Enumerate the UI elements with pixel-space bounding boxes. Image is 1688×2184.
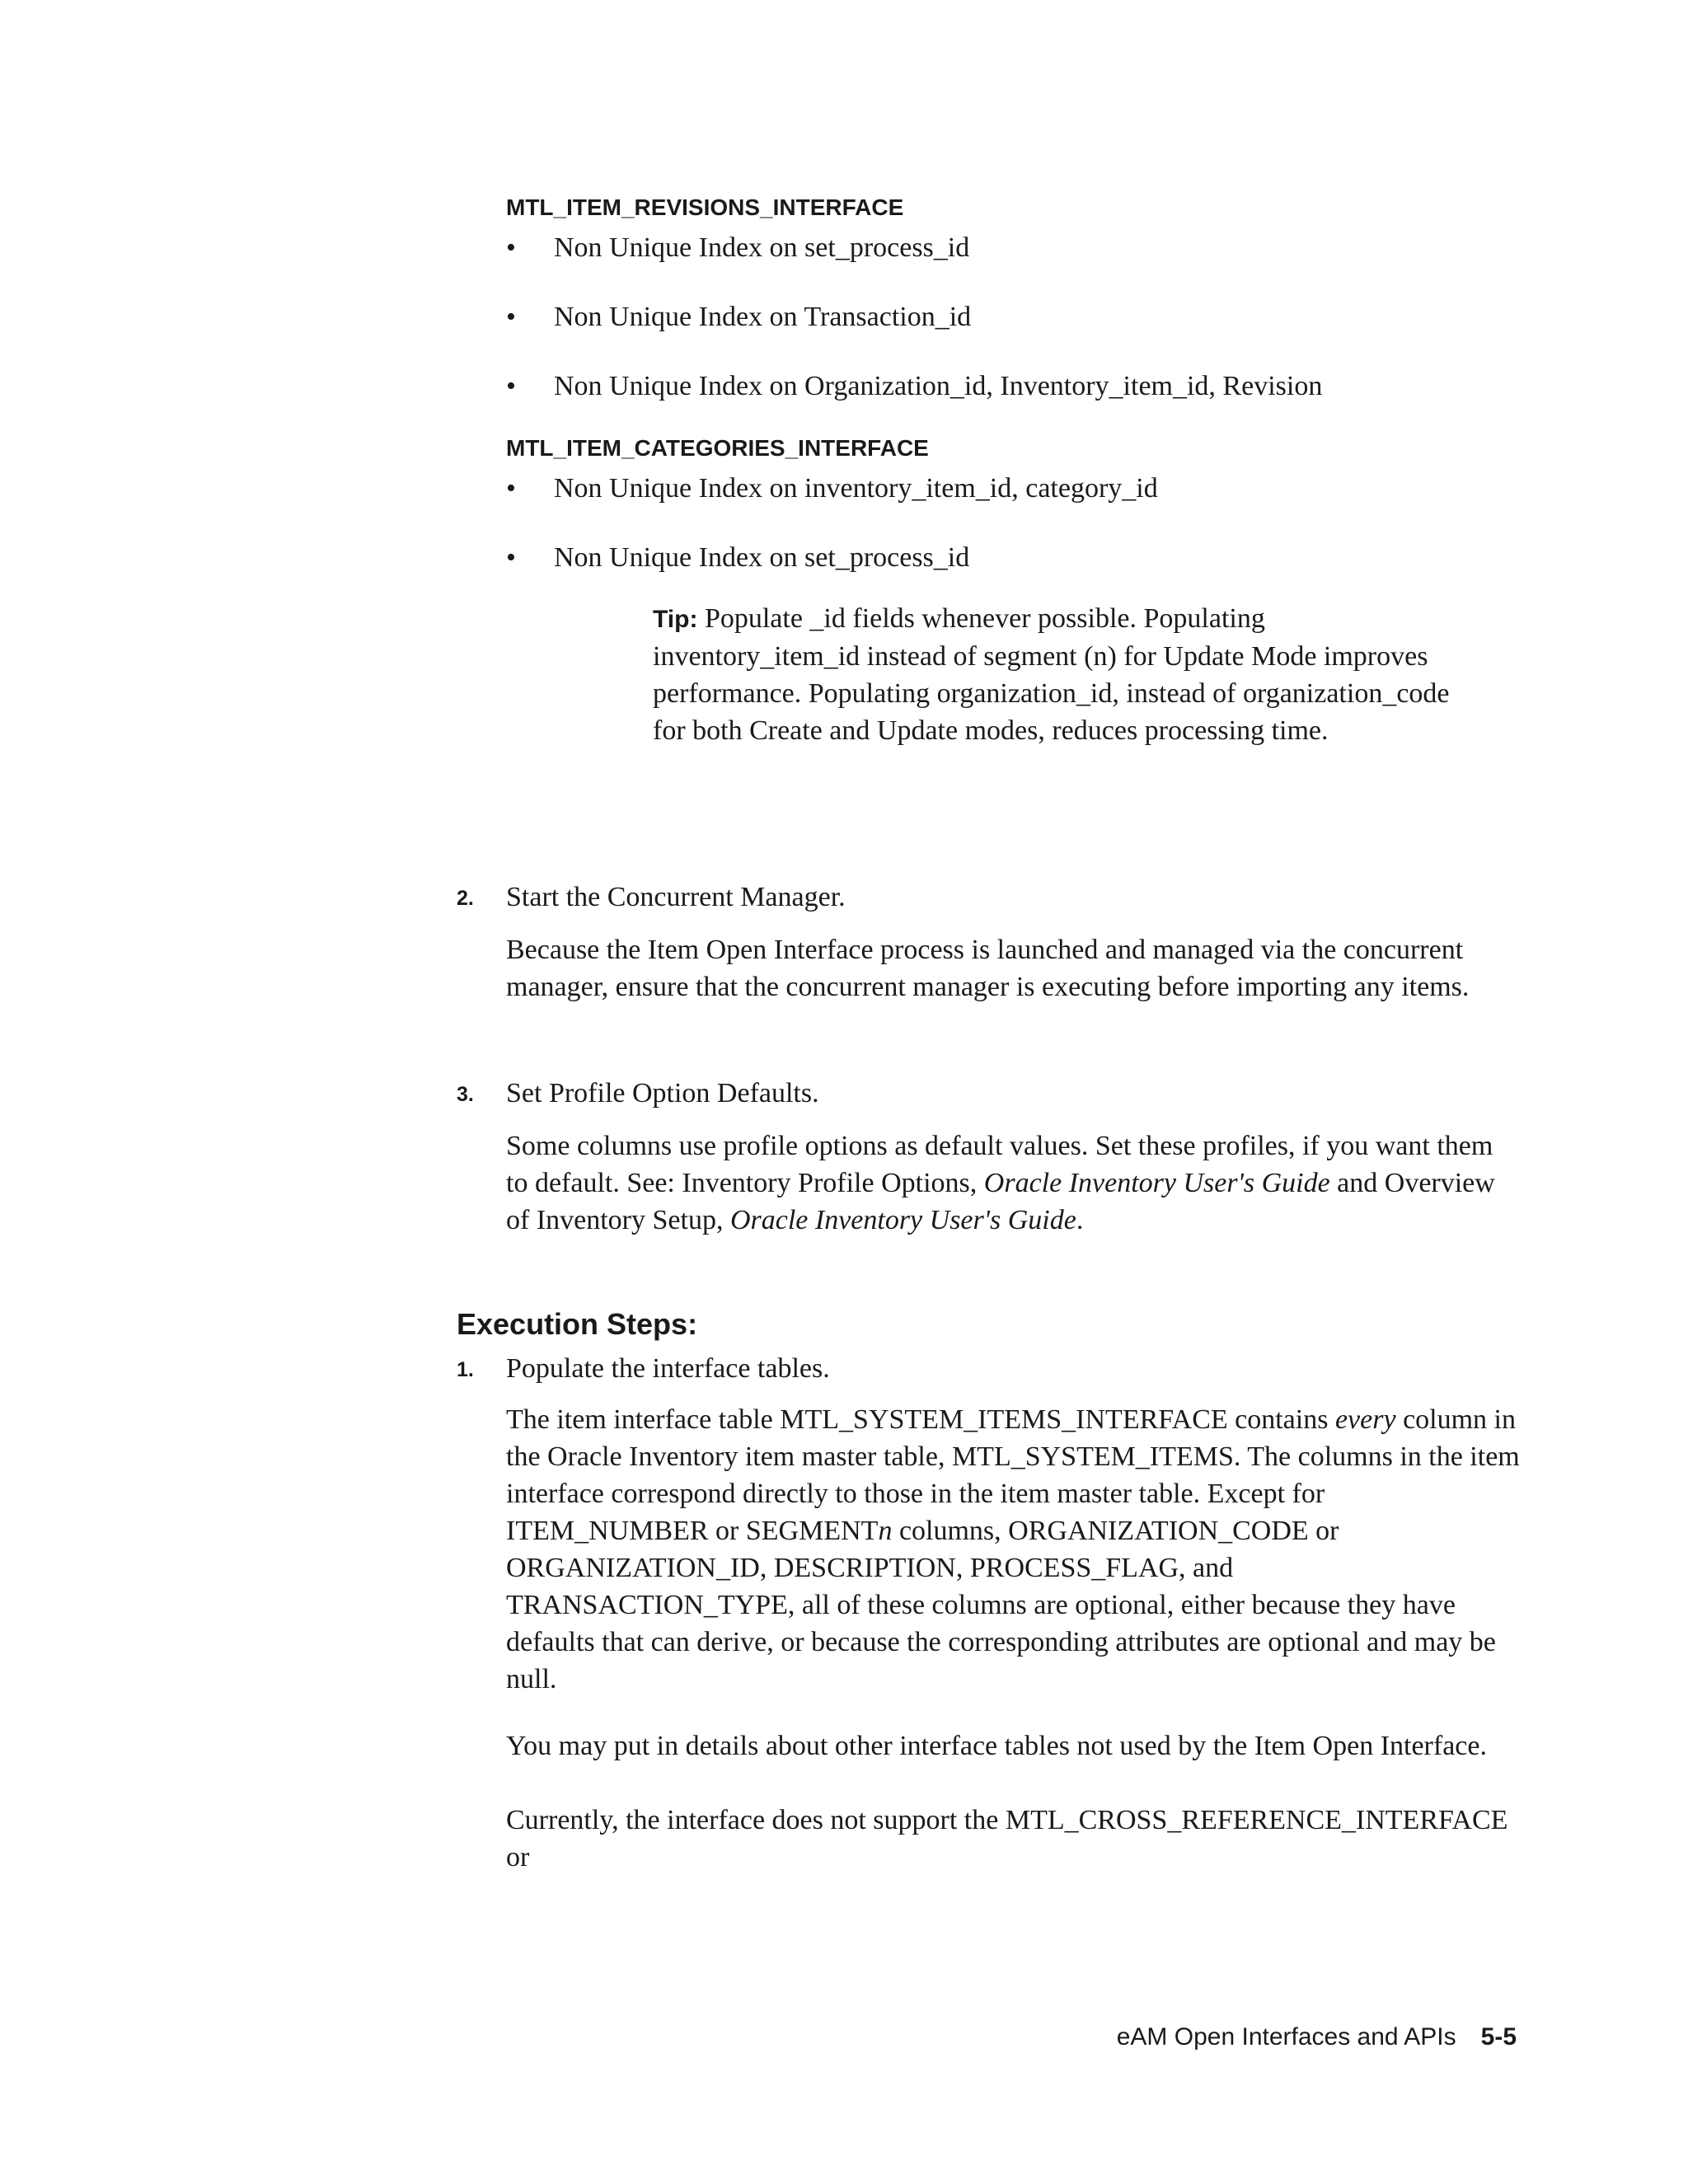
section-heading-revisions: MTL_ITEM_REVISIONS_INTERFACE	[506, 194, 904, 220]
step-number: 3.	[457, 1083, 474, 1106]
step-body: Because the Item Open Interface process is launched and managed via the concurrent manager, ensure that the concurrent manager is executing before importing any items.	[506, 935, 1470, 1002]
execution-paragraph	[506, 1401, 1520, 1698]
step-title: Start the Concurrent Manager.	[506, 882, 846, 912]
guide-reference: Oracle Inventory User's Guide	[983, 1168, 1330, 1198]
step-body	[506, 1127, 1520, 1239]
execution-paragraph: Currently, the interface does not support the MTL_CROSS_REFERENCE_INTERFACE or	[506, 1805, 1508, 1872]
bullet-icon: •	[506, 473, 516, 504]
page-footer	[1117, 2023, 1517, 2051]
execution-paragraph: You may put in details about other interface tables not used by the Item Open Interface.	[506, 1731, 1487, 1761]
guide-reference: Oracle Inventory User's Guide	[729, 1205, 1076, 1235]
step-title: Set Profile Option Defaults.	[506, 1078, 819, 1108]
tip-label: Tip:	[653, 606, 698, 633]
bullet-item: Non Unique Index on Transaction_id	[554, 302, 972, 332]
bullet-icon: •	[506, 371, 516, 401]
body-text: .	[1076, 1205, 1084, 1235]
body-text: columns, ORGANIZATION_CODE or ORGANIZATION_ID, DESCRIPTION, PROCESS_FLAG, and TRANSACTION_TYPE, all of these columns are optional, either because they have defaults that can derive, or because the corresponding attributes are optional and may be null.	[506, 1516, 1496, 1694]
tip-text: Populate _id fields whenever possible. Populating inventory_item_id instead of segment (n) for Update Mode improves performance. Populating organization_id, instead of organization_code for both Create and Update modes, reduces processing time.	[653, 603, 1450, 746]
tip-note	[653, 600, 1477, 749]
bullet-item: Non Unique Index on inventory_item_id, category_id	[554, 473, 1158, 504]
bullet-icon: •	[506, 542, 516, 573]
body-text: and Overview of Inventory Setup,	[506, 1168, 1495, 1235]
bullet-item: Non Unique Index on set_process_id	[554, 542, 970, 573]
step-title: Populate the interface tables.	[506, 1353, 830, 1384]
section-heading-categories: MTL_ITEM_CATEGORIES_INTERFACE	[506, 435, 929, 461]
execution-heading: Execution Steps:	[457, 1307, 698, 1341]
body-text: Some columns use profile options as default values. Set these profiles, if you want them to default. See: Inventory Profile Options,	[506, 1131, 1493, 1198]
bullet-item: Non Unique Index on set_process_id	[554, 232, 970, 263]
emphasis: n	[878, 1516, 893, 1546]
bullet-icon: •	[506, 232, 516, 263]
step-number: 2.	[457, 887, 474, 910]
emphasis: every	[1334, 1404, 1396, 1435]
bullet-item: Non Unique Index on Organization_id, Inventory_item_id, Revision	[554, 371, 1323, 401]
body-text: The item interface table MTL_SYSTEM_ITEMS_INTERFACE contains	[506, 1404, 1335, 1435]
body-text: column in the Oracle Inventory item master table, MTL_SYSTEM_ITEMS. The columns in the item interface correspond directly to those in the item master table. Except for ITEM_NUMBER or SEGMENT	[506, 1404, 1520, 1546]
bullet-icon: •	[506, 302, 516, 332]
footer-title: eAM Open Interfaces and APIs	[1116, 2023, 1456, 2050]
step-number: 1.	[457, 1358, 474, 1381]
page-number: 5-5	[1480, 2023, 1517, 2050]
